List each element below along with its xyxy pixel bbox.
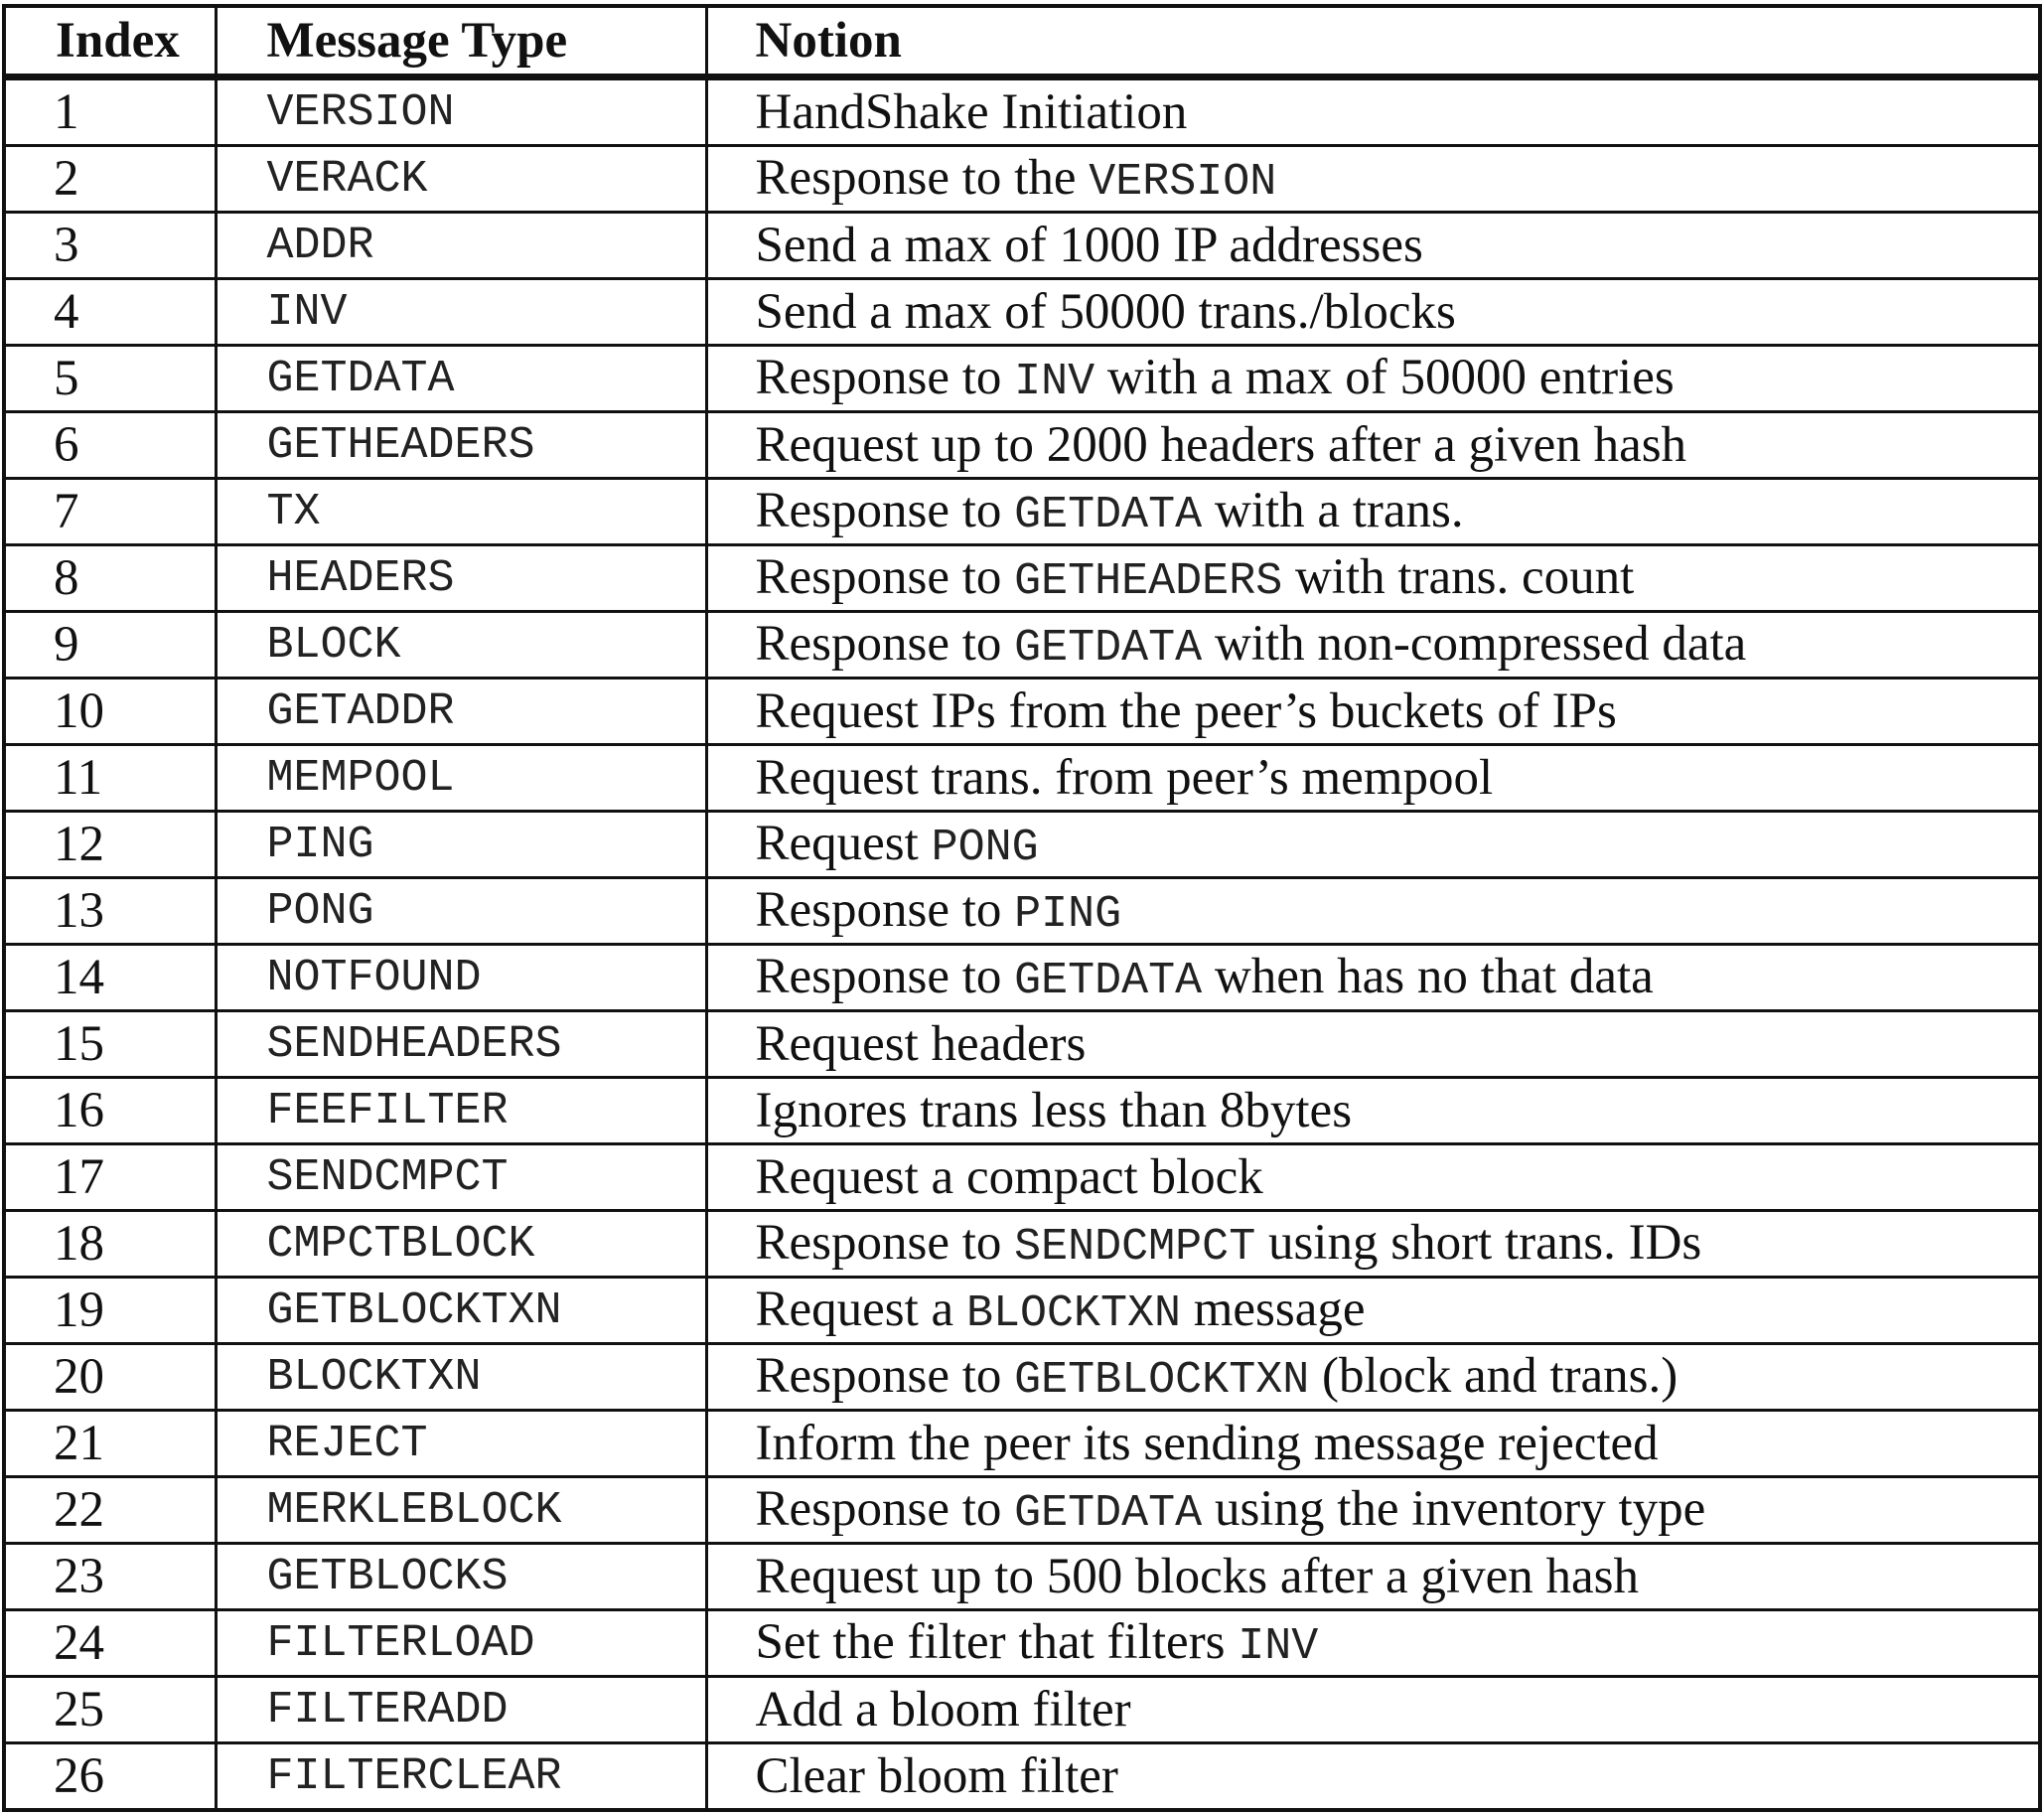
notion-cell <box>706 545 2040 612</box>
notion-cell <box>706 146 2040 213</box>
index-cell: 7 <box>4 479 216 545</box>
message-type-cell: VERACK <box>216 146 706 213</box>
index-cell: 4 <box>4 279 216 346</box>
message-type-cell: GETADDR <box>216 679 706 745</box>
notion-code: PING <box>1014 889 1122 940</box>
notion-text: Response to the <box>755 150 1090 206</box>
notion-cell <box>706 1411 2040 1477</box>
table-row <box>4 1544 2040 1610</box>
notion-text: Request IPs from the peer’s buckets of IPs <box>755 682 1617 739</box>
message-type-cell: GETHEADERS <box>216 412 706 479</box>
index-cell: 12 <box>4 812 216 878</box>
message-types-table <box>2 4 2042 1812</box>
notion-text: Set the filter that filters <box>755 1614 1239 1670</box>
message-type-cell: FILTERADD <box>216 1677 706 1743</box>
notion-text: Request up to 2000 headers after a given hash <box>755 416 1687 473</box>
notion-text: HandShake Initiation <box>755 83 1188 140</box>
table-body <box>4 77 2040 1811</box>
notion-code: GETDATA <box>1014 490 1203 540</box>
index-cell: 25 <box>4 1677 216 1743</box>
table-row <box>4 412 2040 479</box>
notion-text: Inform the peer its sending message rejected <box>755 1415 1659 1471</box>
index-cell: 15 <box>4 1011 216 1078</box>
notion-text: (block and trans.) <box>1309 1348 1679 1404</box>
index-cell: 6 <box>4 412 216 479</box>
notion-cell <box>706 1211 2040 1278</box>
notion-text: Ignores trans less than 8bytes <box>755 1082 1353 1138</box>
notion-code: GETDATA <box>1014 1488 1203 1539</box>
index-cell: 9 <box>4 612 216 679</box>
notion-cell <box>706 1144 2040 1211</box>
table-row <box>4 1411 2040 1477</box>
table-row <box>4 812 2040 878</box>
notion-text: using short trans. IDs <box>1255 1215 1702 1271</box>
table-row <box>4 1743 2040 1811</box>
index-cell: 8 <box>4 545 216 612</box>
notion-cell <box>706 346 2040 412</box>
notion-cell <box>706 1078 2040 1144</box>
message-type-cell: GETBLOCKS <box>216 1544 706 1610</box>
notion-text: Response to <box>755 1215 1015 1271</box>
table-row <box>4 1211 2040 1278</box>
table-row <box>4 146 2040 213</box>
notion-code: GETDATA <box>1014 956 1203 1006</box>
index-cell: 14 <box>4 945 216 1011</box>
notion-cell <box>706 213 2040 279</box>
notion-text: with non-compressed data <box>1202 616 1747 672</box>
index-cell: 13 <box>4 878 216 945</box>
table-row <box>4 878 2040 945</box>
message-type-cell: GETBLOCKTXN <box>216 1278 706 1344</box>
message-type-cell: PING <box>216 812 706 878</box>
notion-cell <box>706 77 2040 146</box>
index-cell: 18 <box>4 1211 216 1278</box>
message-type-cell: INV <box>216 279 706 346</box>
index-cell: 23 <box>4 1544 216 1610</box>
message-type-cell: PONG <box>216 878 706 945</box>
table-row <box>4 679 2040 745</box>
notion-text: message <box>1181 1282 1366 1337</box>
index-cell: 19 <box>4 1278 216 1344</box>
table-row <box>4 213 2040 279</box>
table-row <box>4 1011 2040 1078</box>
notion-cell <box>706 679 2040 745</box>
notion-cell <box>706 945 2040 1011</box>
notion-text: using the inventory type <box>1202 1481 1706 1537</box>
message-type-cell: MEMPOOL <box>216 745 706 812</box>
message-type-cell: MERKLEBLOCK <box>216 1477 706 1544</box>
notion-text: Request trans. from peer’s mempool <box>755 749 1494 806</box>
notion-text: with a max of 50000 entries <box>1095 350 1675 405</box>
notion-cell <box>706 1743 2040 1811</box>
notion-text: Request headers <box>755 1015 1087 1072</box>
index-cell: 11 <box>4 745 216 812</box>
message-type-cell: FILTERCLEAR <box>216 1743 706 1811</box>
message-type-cell: BLOCK <box>216 612 706 679</box>
notion-cell <box>706 279 2040 346</box>
message-type-cell: TX <box>216 479 706 545</box>
message-type-cell: NOTFOUND <box>216 945 706 1011</box>
message-type-cell: REJECT <box>216 1411 706 1477</box>
notion-code: PONG <box>931 823 1039 873</box>
notion-cell <box>706 1344 2040 1411</box>
table-row <box>4 346 2040 412</box>
message-type-cell: ADDR <box>216 213 706 279</box>
notion-code: GETBLOCKTXN <box>1014 1355 1310 1406</box>
notion-text: Response to <box>755 882 1015 938</box>
table-row <box>4 77 2040 146</box>
message-type-cell: VERSION <box>216 77 706 146</box>
notion-cell <box>706 1610 2040 1677</box>
index-cell: 24 <box>4 1610 216 1677</box>
notion-cell <box>706 745 2040 812</box>
notion-text: with trans. count <box>1282 549 1635 605</box>
notion-text: Request <box>755 816 932 871</box>
notion-code: INV <box>1238 1621 1319 1672</box>
notion-text: when has no that data <box>1202 949 1654 1004</box>
notion-text: Response to <box>755 1481 1015 1537</box>
index-cell: 26 <box>4 1743 216 1811</box>
table-row <box>4 479 2040 545</box>
table-row <box>4 1078 2040 1144</box>
notion-text: Send a max of 50000 trans./blocks <box>755 283 1456 340</box>
index-cell: 5 <box>4 346 216 412</box>
index-cell: 22 <box>4 1477 216 1544</box>
notion-text: Response to <box>755 949 1015 1004</box>
notion-cell <box>706 1477 2040 1544</box>
message-type-cell: SENDHEADERS <box>216 1011 706 1078</box>
message-type-cell: HEADERS <box>216 545 706 612</box>
notion-text: Request a compact block <box>755 1148 1263 1205</box>
message-type-cell: SENDCMPCT <box>216 1144 706 1211</box>
message-type-cell: GETDATA <box>216 346 706 412</box>
notion-text: Response to <box>755 549 1015 605</box>
index-cell: 20 <box>4 1344 216 1411</box>
notion-text: Request up to 500 blocks after a given hash <box>755 1548 1639 1604</box>
notion-code: VERSION <box>1089 157 1277 208</box>
index-cell: 16 <box>4 1078 216 1144</box>
header-message-type: Message Type <box>216 6 706 77</box>
index-cell: 1 <box>4 77 216 146</box>
notion-cell <box>706 412 2040 479</box>
message-type-cell: FEEFILTER <box>216 1078 706 1144</box>
notion-cell <box>706 1011 2040 1078</box>
header-row <box>4 6 2040 77</box>
header-index: Index <box>4 6 216 77</box>
notion-text: with a trans. <box>1202 483 1464 538</box>
notion-text: Add a bloom filter <box>755 1681 1131 1737</box>
table-row <box>4 745 2040 812</box>
table-row <box>4 1278 2040 1344</box>
notion-code: GETDATA <box>1014 623 1203 674</box>
notion-text: Response to <box>755 483 1015 538</box>
notion-cell <box>706 812 2040 878</box>
notion-code: SENDCMPCT <box>1014 1222 1256 1273</box>
index-cell: 10 <box>4 679 216 745</box>
notion-text: Clear bloom filter <box>755 1747 1118 1804</box>
notion-cell <box>706 1278 2040 1344</box>
table-row <box>4 1677 2040 1743</box>
notion-cell <box>706 612 2040 679</box>
message-type-cell: BLOCKTXN <box>216 1344 706 1411</box>
notion-cell <box>706 878 2040 945</box>
table-row <box>4 1477 2040 1544</box>
message-type-cell: FILTERLOAD <box>216 1610 706 1677</box>
table-row <box>4 1344 2040 1411</box>
notion-text: Send a max of 1000 IP addresses <box>755 217 1423 273</box>
notion-cell <box>706 1677 2040 1743</box>
index-cell: 17 <box>4 1144 216 1211</box>
notion-cell <box>706 479 2040 545</box>
index-cell: 2 <box>4 146 216 213</box>
notion-code: GETHEADERS <box>1014 556 1283 607</box>
notion-text: Response to <box>755 1348 1015 1404</box>
notion-text: Request a <box>755 1282 966 1337</box>
index-cell: 21 <box>4 1411 216 1477</box>
table-row <box>4 1610 2040 1677</box>
notion-code: BLOCKTXN <box>965 1288 1181 1339</box>
table-row <box>4 612 2040 679</box>
table-row <box>4 1144 2040 1211</box>
table-row <box>4 279 2040 346</box>
table-row <box>4 545 2040 612</box>
notion-text: Response to <box>755 616 1015 672</box>
notion-text: Response to <box>755 350 1015 405</box>
message-type-cell: CMPCTBLOCK <box>216 1211 706 1278</box>
notion-cell <box>706 1544 2040 1610</box>
header-notion: Notion <box>706 6 2040 77</box>
table-row <box>4 945 2040 1011</box>
index-cell: 3 <box>4 213 216 279</box>
notion-code: INV <box>1014 357 1095 407</box>
